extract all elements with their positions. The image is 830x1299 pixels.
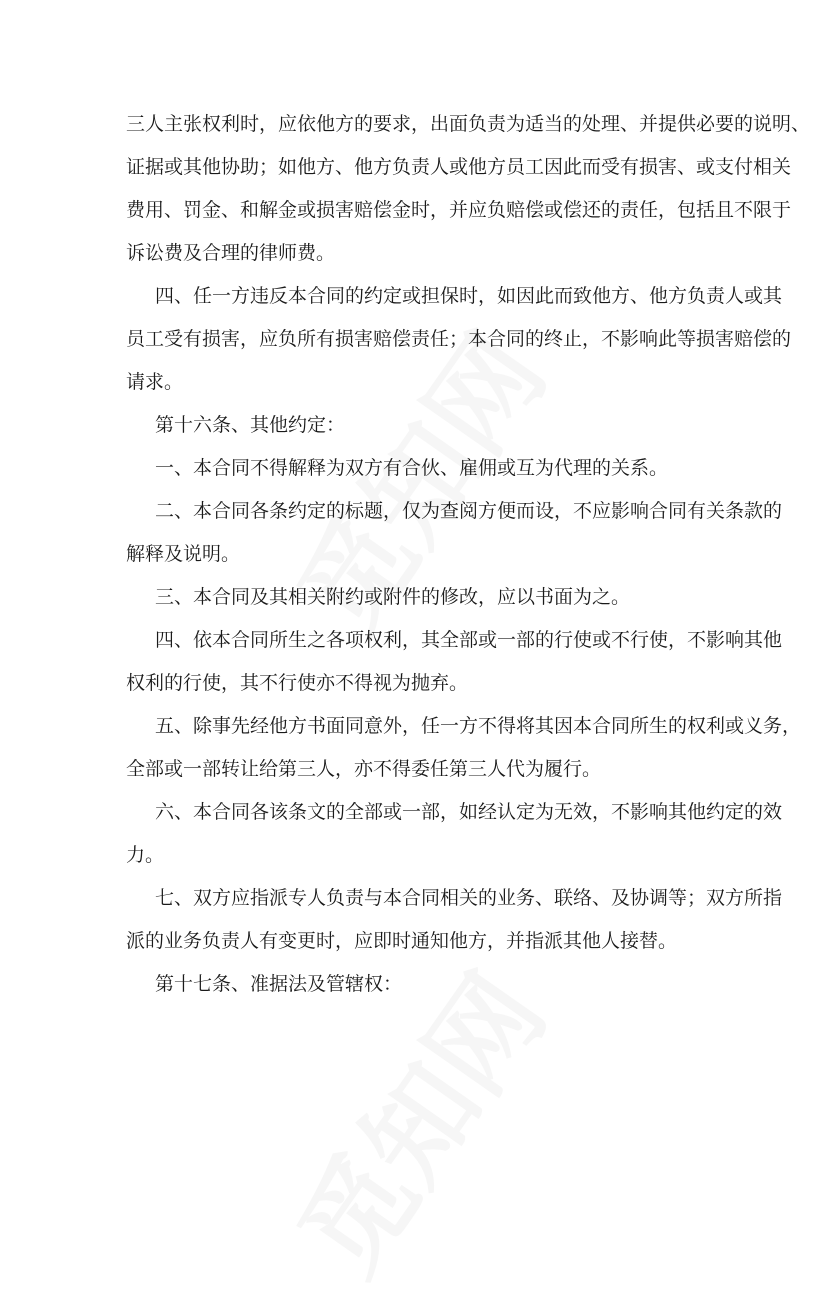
text-line: 五、除事先经他方书面同意外，任一方不得将其因本合同所生的权利或义务， (155, 715, 802, 737)
text-line: 诉讼费及合理的律师费。 (126, 242, 336, 264)
text-line: 全部或一部转让给第三人，亦不得委任第三人代为履行。 (126, 758, 602, 780)
text-line: 七、双方应指派专人负责与本合同相关的业务、联络、及协调等；双方所指 (155, 887, 783, 909)
text-line: 力。 (126, 844, 165, 866)
text-line: 证据或其他协助；如他方、他方负责人或他方员工因此而受有损害、或支付相关 (126, 156, 792, 178)
text-line: 解释及说明。 (126, 543, 241, 565)
text-line: 三、本合同及其相关附约或附件的修改，应以书面为之。 (155, 586, 631, 608)
text-line: 六、本合同各该条文的全部或一部，如经认定为无效，不影响其他约定的效 (155, 801, 783, 823)
text-line: 权利的行使，其不行使亦不得视为抛弃。 (126, 672, 469, 694)
text-line: 派的业务负责人有变更时，应即时通知他方，并指派其他人接替。 (126, 930, 678, 952)
text-line: 第十六条、其他约定： (155, 414, 346, 436)
text-line: 三人主张权利时，应依他方的要求，出面负责为适当的处理、并提供必要的说明、 (126, 113, 811, 135)
text-line: 四、任一方违反本合同的约定或担保时，如因此而致他方、他方负责人或其 (155, 285, 783, 307)
text-line: 请求。 (126, 371, 184, 393)
text-line: 第十七条、准据法及管辖权： (155, 973, 403, 995)
text-line: 员工受有损害，应负所有损害赔偿责任；本合同的终止，不影响此等损害赔偿的 (126, 328, 792, 350)
text-line: 四、依本合同所生之各项权利，其全部或一部的行使或不行使，不影响其他 (155, 629, 783, 651)
text-line: 一、本合同不得解释为双方有合伙、雇佣或互为代理的关系。 (155, 457, 669, 479)
text-line: 二、本合同各条约定的标题，仅为查阅方便而设，不应影响合同有关条款的 (155, 500, 783, 522)
text-line: 费用、罚金、和解金或损害赔偿金时，并应负赔偿或偿还的责任，包括且不限于 (126, 199, 792, 221)
